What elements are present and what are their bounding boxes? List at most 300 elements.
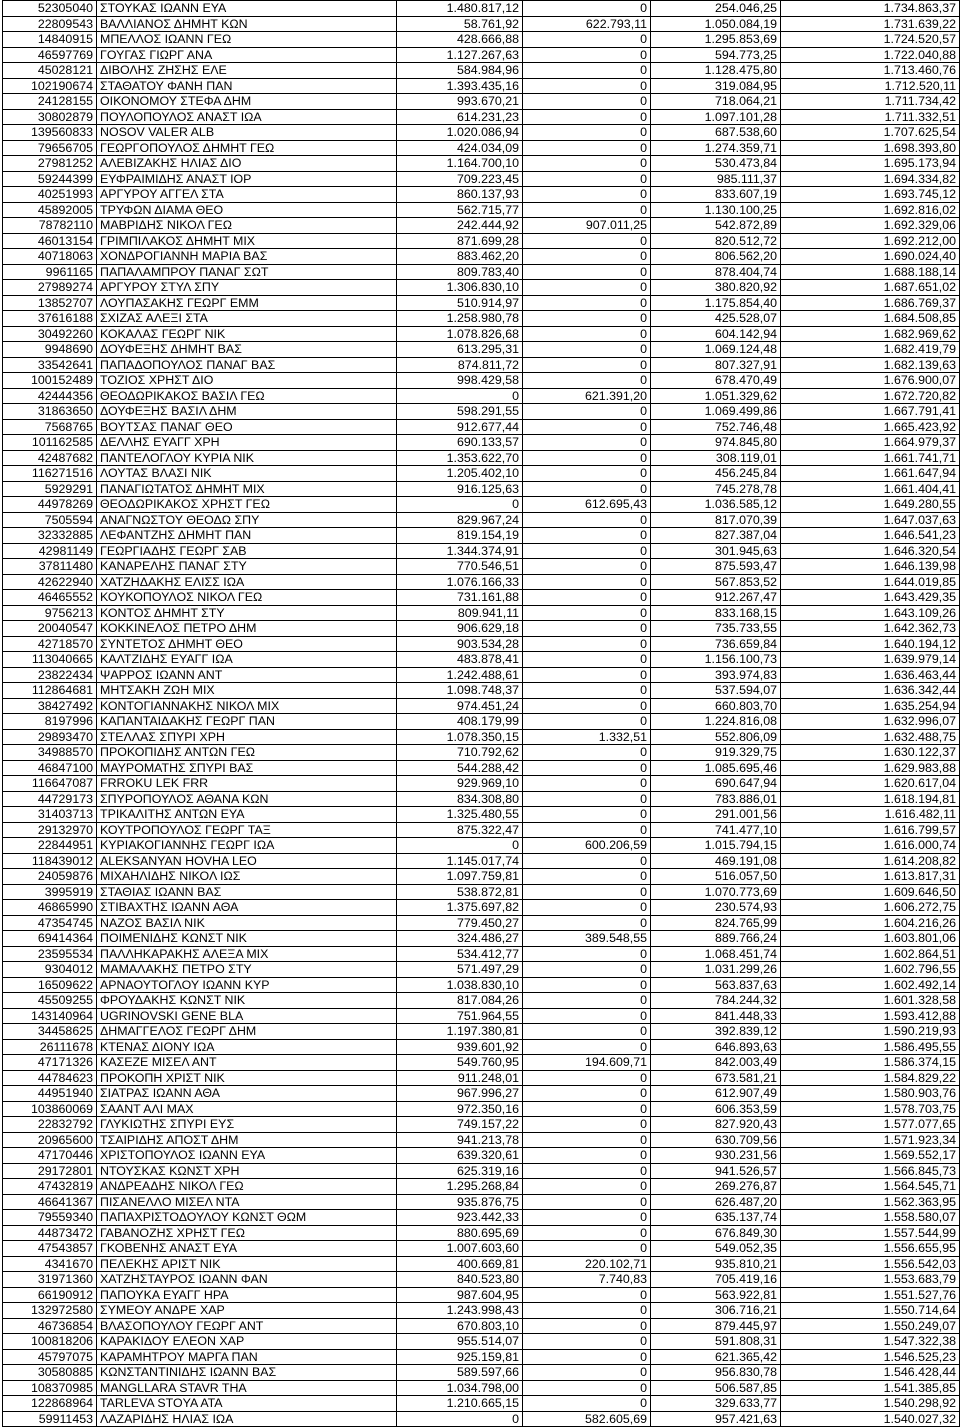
total-cell: 1.647.037,63 [781,512,960,528]
table-row [3,636,960,652]
table-row [3,419,960,435]
total-cell: 1.665.423,92 [781,419,960,435]
amount-b-cell: 0 [523,574,651,590]
table-row [3,1070,960,1086]
amount-a-cell: 987.604,95 [397,1287,523,1303]
amount-c-cell: 425.528,07 [651,311,781,327]
amount-a-cell: 709.223,45 [397,171,523,187]
id-cell: 116647087 [3,776,97,792]
amount-b-cell: 0 [523,295,651,311]
name-cell: ΝΤΟΥΣΚΑΣ ΚΩΝΣΤ ΧΡΗ [97,1163,397,1179]
amount-a-cell: 549.760,95 [397,1055,523,1071]
amount-a-cell: 1.353.622,70 [397,450,523,466]
total-cell: 1.541.385,85 [781,1380,960,1396]
table-row [3,1179,960,1195]
amount-c-cell: 626.487,20 [651,1194,781,1210]
records-table-body [3,1,960,1427]
id-cell: 40718063 [3,249,97,265]
name-cell: ΑΝΑΓΝΩΣΤΟΥ ΘΕΟΔΩ ΣΠΥ [97,512,397,528]
amount-b-cell: 0 [523,125,651,141]
table-row [3,1396,960,1412]
amount-c-cell: 380.820,92 [651,280,781,296]
name-cell: ALEKSANYAN HOVHA LEO [97,853,397,869]
total-cell: 1.635.254,94 [781,698,960,714]
total-cell: 1.562.363,95 [781,1194,960,1210]
id-cell: 30580885 [3,1365,97,1381]
table-row [3,807,960,823]
total-cell: 1.584.829,22 [781,1070,960,1086]
amount-a-cell: 883.462,20 [397,249,523,265]
id-cell: 23595534 [3,946,97,962]
amount-c-cell: 542.872,89 [651,218,781,234]
amount-b-cell: 0 [523,1225,651,1241]
amount-b-cell: 0 [523,853,651,869]
amount-b-cell: 0 [523,1334,651,1350]
amount-b-cell: 0 [523,202,651,218]
amount-c-cell: 842.003,49 [651,1055,781,1071]
name-cell: ΠΕΛΕΚΗΣ ΑΡΙΣΤ ΝΙΚ [97,1256,397,1272]
amount-a-cell: 534.412,77 [397,946,523,962]
table-row [3,1241,960,1257]
amount-c-cell: 930.231,56 [651,1148,781,1164]
amount-a-cell: 874.811,72 [397,357,523,373]
table-row [3,977,960,993]
amount-a-cell: 974.451,24 [397,698,523,714]
id-cell: 100818206 [3,1334,97,1350]
id-cell: 100152489 [3,373,97,389]
id-cell: 47354745 [3,915,97,931]
amount-a-cell: 1.344.374,91 [397,543,523,559]
amount-a-cell: 1.325.480,55 [397,807,523,823]
id-cell: 45892005 [3,202,97,218]
name-cell: ΒΑΛΛΙΑΝΟΣ ΔΗΜΗΤ ΚΩΝ [97,16,397,32]
table-row [3,962,960,978]
total-cell: 1.602.796,55 [781,962,960,978]
total-cell: 1.601.328,58 [781,993,960,1009]
total-cell: 1.618.194,81 [781,791,960,807]
name-cell: ΚΤΕΝΑΣ ΔΙΟΝΥ ΙΩΑ [97,1039,397,1055]
amount-a-cell: 1.295.268,84 [397,1179,523,1195]
table-row [3,109,960,125]
name-cell: ΣΧΙΖΑΣ ΑΛΕΞΙ ΣΤΑ [97,311,397,327]
amount-a-cell: 0 [397,838,523,854]
table-row [3,1256,960,1272]
id-cell: 5929291 [3,481,97,497]
total-cell: 1.609.646,50 [781,884,960,900]
total-cell: 1.602.864,51 [781,946,960,962]
name-cell: ΤΟΖΙΟΣ ΧΡΗΣΤ ΔΙΟ [97,373,397,389]
id-cell: 37811480 [3,559,97,575]
name-cell: ΚΑΡΑΚΙΔΟΥ ΕΛΕΟΝ ΧΑΡ [97,1334,397,1350]
amount-a-cell: 916.125,63 [397,481,523,497]
amount-a-cell: 428.666,88 [397,32,523,48]
amount-b-cell: 0 [523,791,651,807]
name-cell: ΔΙΒΟΛΗΣ ΖΗΣΗΣ ΕΛΕ [97,63,397,79]
amount-c-cell: 678.470,49 [651,373,781,389]
amount-a-cell: 731.161,88 [397,590,523,606]
amount-b-cell: 0 [523,1179,651,1195]
amount-b-cell: 0 [523,1365,651,1381]
total-cell: 1.620.617,04 [781,776,960,792]
amount-c-cell: 469.191,08 [651,853,781,869]
name-cell: FRROKU LEK FRR [97,776,397,792]
id-cell: 29893470 [3,729,97,745]
total-cell: 1.557.544,99 [781,1225,960,1241]
id-cell: 16509622 [3,977,97,993]
amount-c-cell: 393.974,83 [651,667,781,683]
amount-a-cell: 639.320,61 [397,1148,523,1164]
amount-b-cell: 0 [523,652,651,668]
id-cell: 108370985 [3,1380,97,1396]
table-row [3,481,960,497]
amount-c-cell: 1.070.773,69 [651,884,781,900]
total-cell: 1.698.393,80 [781,140,960,156]
amount-c-cell: 630.709,56 [651,1132,781,1148]
amount-b-cell: 0 [523,311,651,327]
table-row [3,791,960,807]
amount-a-cell: 871.699,28 [397,233,523,249]
name-cell: ΚΥΡΙΑΚΟΓΙΑΝΝΗΣ ΓΕΩΡΓ ΙΩΑ [97,838,397,854]
amount-c-cell: 1.295.853,69 [651,32,781,48]
table-row [3,1039,960,1055]
amount-c-cell: 820.512,72 [651,233,781,249]
name-cell: ΜΑΒΡΙΔΗΣ ΝΙΚΟΛ ΓΕΩ [97,218,397,234]
id-cell: 46641367 [3,1194,97,1210]
table-row [3,1349,960,1365]
amount-c-cell: 1.224.816,08 [651,714,781,730]
amount-b-cell: 0 [523,543,651,559]
table-row [3,404,960,420]
amount-b-cell: 0 [523,1318,651,1334]
name-cell: ΧΟΝΔΡΟΓΙΑΝΝΗ ΜΑΡΙΑ ΒΑΣ [97,249,397,265]
amount-c-cell: 833.607,19 [651,187,781,203]
name-cell: ΓΛΥΚΙΩΤΗΣ ΣΠΥΡΙ ΕΥΣ [97,1117,397,1133]
total-cell: 1.540.027,32 [781,1411,960,1427]
amount-c-cell: 1.050.084,19 [651,16,781,32]
amount-b-cell: 0 [523,807,651,823]
table-row [3,373,960,389]
total-cell: 1.593.412,88 [781,1008,960,1024]
amount-c-cell: 735.733,55 [651,621,781,637]
table-row [3,1055,960,1071]
name-cell: ΠΑΝΑΓΙΩΤΑΤΟΣ ΔΗΜΗΤ ΜΙΧ [97,481,397,497]
name-cell: ΧΑΤΖΗΔΑΚΗΣ ΕΛΙΣΣ ΙΩΑ [97,574,397,590]
amount-b-cell: 0 [523,140,651,156]
records-table [2,0,960,1427]
amount-c-cell: 919.329,75 [651,745,781,761]
amount-c-cell: 329.633,77 [651,1396,781,1412]
id-cell: 34988570 [3,745,97,761]
id-cell: 59244399 [3,171,97,187]
amount-c-cell: 537.594,07 [651,683,781,699]
name-cell: ΓΚΟΒΕΝΗΣ ΑΝΑΣΤ ΕΥΑ [97,1241,397,1257]
amount-a-cell: 935.876,75 [397,1194,523,1210]
id-cell: 112864681 [3,683,97,699]
amount-c-cell: 591.808,31 [651,1334,781,1350]
table-row [3,1225,960,1241]
name-cell: ΚΟΥΤΡΟΠΟΥΛΟΣ ΓΕΩΡΓ ΤΑΞ [97,822,397,838]
total-cell: 1.661.404,41 [781,481,960,497]
amount-b-cell: 0 [523,109,651,125]
total-cell: 1.643.109,26 [781,605,960,621]
amount-c-cell: 1.068.451,74 [651,946,781,962]
amount-c-cell: 889.766,24 [651,931,781,947]
name-cell: ΠΡΟΚΟΠΙΔΗΣ ΑΝΤΩΝ ΓΕΩ [97,745,397,761]
total-cell: 1.687.651,02 [781,280,960,296]
amount-a-cell: 0 [397,388,523,404]
table-row [3,47,960,63]
name-cell: ΑΡΝΑΟΥΤΟΓΛΟΥ ΙΩΑΝΝ ΚΥΡ [97,977,397,993]
total-cell: 1.693.745,12 [781,187,960,203]
name-cell: ΛΟΥΤΑΣ ΒΛΑΣΙ ΝΙΚ [97,466,397,482]
table-row [3,512,960,528]
name-cell: ΔΟΥΦΕΞΗΣ ΔΗΜΗΤ ΒΑΣ [97,342,397,358]
total-cell: 1.550.249,07 [781,1318,960,1334]
amount-c-cell: 1.128.475,80 [651,63,781,79]
total-cell: 1.558.580,07 [781,1210,960,1226]
name-cell: TARLEVA STOYA ATA [97,1396,397,1412]
total-cell: 1.580.903,76 [781,1086,960,1102]
table-row [3,357,960,373]
name-cell: ΜΑΥΡΟΜΑΤΗΣ ΣΠΥΡΙ ΒΑΣ [97,760,397,776]
total-cell: 1.682.419,79 [781,342,960,358]
total-cell: 1.613.817,31 [781,869,960,885]
table-row [3,1318,960,1334]
amount-a-cell: 972.350,16 [397,1101,523,1117]
amount-b-cell: 0 [523,1024,651,1040]
total-cell: 1.692.816,02 [781,202,960,218]
amount-c-cell: 827.920,43 [651,1117,781,1133]
total-cell: 1.711.332,51 [781,109,960,125]
id-cell: 118439012 [3,853,97,869]
amount-a-cell: 510.914,97 [397,295,523,311]
total-cell: 1.688.188,14 [781,264,960,280]
amount-a-cell: 58.761,92 [397,16,523,32]
table-row [3,1334,960,1350]
amount-a-cell: 880.695,69 [397,1225,523,1241]
amount-a-cell: 1.078.826,68 [397,326,523,342]
amount-b-cell: 0 [523,1086,651,1102]
amount-a-cell: 0 [397,497,523,513]
amount-a-cell: 809.941,11 [397,605,523,621]
id-cell: 24059876 [3,869,97,885]
name-cell: ΚΟΝΤΟΓΙΑΝΝΑΚΗΣ ΝΙΚΟΛ ΜΙΧ [97,698,397,714]
name-cell: ΣΙΑΤΡΑΣ ΙΩΑΝΝ ΑΘΑ [97,1086,397,1102]
total-cell: 1.630.122,37 [781,745,960,761]
amount-c-cell: 879.445,97 [651,1318,781,1334]
id-cell: 7505594 [3,512,97,528]
total-cell: 1.546.525,23 [781,1349,960,1365]
id-cell: 8197996 [3,714,97,730]
table-row [3,78,960,94]
amount-c-cell: 1.274.359,71 [651,140,781,156]
table-row [3,1287,960,1303]
id-cell: 139560833 [3,125,97,141]
id-cell: 132972580 [3,1303,97,1319]
amount-b-cell: 0 [523,1008,651,1024]
id-cell: 52305040 [3,1,97,17]
total-cell: 1.571.923,34 [781,1132,960,1148]
amount-c-cell: 941.526,57 [651,1163,781,1179]
total-cell: 1.632.488,75 [781,729,960,745]
table-row [3,869,960,885]
table-row [3,760,960,776]
name-cell: ΓΡΙΜΠΙΛΑΚΟΣ ΔΗΜΗΤ ΜΙΧ [97,233,397,249]
amount-c-cell: 784.244,32 [651,993,781,1009]
name-cell: ΠΑΛΛΗΚΑΡΑΚΗΣ ΑΛΕΞΑ ΜΙΧ [97,946,397,962]
amount-b-cell: 0 [523,528,651,544]
amount-c-cell: 612.907,49 [651,1086,781,1102]
table-row [3,683,960,699]
total-cell: 1.590.219,93 [781,1024,960,1040]
name-cell: ΣΤΑΘΑΤΟΥ ΦΑΝΗ ΠΑΝ [97,78,397,94]
amount-c-cell: 1.069.499,86 [651,404,781,420]
id-cell: 27989274 [3,280,97,296]
name-cell: ΔΟΥΦΕΞΗΣ ΒΑΣΙΛ ΔΗΜ [97,404,397,420]
amount-b-cell: 612.695,43 [523,497,651,513]
amount-b-cell: 0 [523,745,651,761]
amount-c-cell: 230.574,93 [651,900,781,916]
amount-a-cell: 1.097.759,81 [397,869,523,885]
amount-b-cell: 0 [523,264,651,280]
table-row [3,63,960,79]
amount-a-cell: 967.996,27 [397,1086,523,1102]
id-cell: 9304012 [3,962,97,978]
total-cell: 1.577.077,65 [781,1117,960,1133]
id-cell: 45797075 [3,1349,97,1365]
table-row [3,543,960,559]
total-cell: 1.578.703,75 [781,1101,960,1117]
name-cell: ΣΥΝΤΕΤΟΣ ΔΗΜΗΤ ΘΕΟ [97,636,397,652]
total-cell: 1.547.322,38 [781,1334,960,1350]
amount-a-cell: 1.210.665,15 [397,1396,523,1412]
amount-c-cell: 319.084,95 [651,78,781,94]
table-row [3,1117,960,1133]
amount-b-cell: 0 [523,342,651,358]
amount-c-cell: 827.387,04 [651,528,781,544]
amount-a-cell: 911.248,01 [397,1070,523,1086]
table-row [3,729,960,745]
name-cell: ΨΑΡΡΟΣ ΙΩΑΝΝ ΑΝΤ [97,667,397,683]
total-cell: 1.586.495,55 [781,1039,960,1055]
name-cell: ΤΣΑΙΡΙΔΗΣ ΑΠΟΣΤ ΔΗΜ [97,1132,397,1148]
amount-c-cell: 817.070,39 [651,512,781,528]
amount-a-cell: 1.145.017,74 [397,853,523,869]
amount-a-cell: 614.231,23 [397,109,523,125]
name-cell: ΜΗΤΣΑΚΗ ΖΩΗ ΜΙΧ [97,683,397,699]
amount-b-cell: 0 [523,419,651,435]
amount-a-cell: 809.783,40 [397,264,523,280]
amount-b-cell: 0 [523,512,651,528]
id-cell: 79656705 [3,140,97,156]
amount-c-cell: 306.716,21 [651,1303,781,1319]
name-cell: ΚΑΡΑΜΗΤΡΟΥ ΜΑΡΓΑ ΠΑΝ [97,1349,397,1365]
amount-b-cell: 0 [523,233,651,249]
amount-b-cell: 0 [523,1148,651,1164]
amount-c-cell: 974.845,80 [651,435,781,451]
table-row [3,714,960,730]
name-cell: ΧΑΤΖΗΣΤΑΥΡΟΣ ΙΩΑΝΝ ΦΑΝ [97,1272,397,1288]
amount-b-cell: 0 [523,404,651,420]
amount-b-cell: 907.011,25 [523,218,651,234]
amount-b-cell: 0 [523,714,651,730]
amount-b-cell: 0 [523,1349,651,1365]
amount-a-cell: 625.319,16 [397,1163,523,1179]
amount-b-cell: 0 [523,450,651,466]
table-row [3,745,960,761]
total-cell: 1.564.545,71 [781,1179,960,1195]
table-row [3,326,960,342]
table-row [3,1101,960,1117]
name-cell: ΣΤΕΛΛΑΣ ΣΠΥΡΙ ΧΡΗ [97,729,397,745]
id-cell: 9756213 [3,605,97,621]
total-cell: 1.724.520,57 [781,32,960,48]
total-cell: 1.629.983,88 [781,760,960,776]
name-cell: ΠΑΝΤΕΛΟΓΛΟΥ ΚΥΡΙΑ ΝΙΚ [97,450,397,466]
total-cell: 1.553.683,79 [781,1272,960,1288]
amount-b-cell: 0 [523,481,651,497]
amount-b-cell: 194.609,71 [523,1055,651,1071]
table-row [3,900,960,916]
name-cell: ΜΑΜΑΛΑΚΗΣ ΠΕΤΡΟ ΣΤΥ [97,962,397,978]
amount-b-cell: 0 [523,78,651,94]
amount-c-cell: 824.765,99 [651,915,781,931]
amount-b-cell: 389.548,55 [523,931,651,947]
name-cell: ΚΟΝΤΟΣ ΔΗΜΗΤ ΣΤΥ [97,605,397,621]
name-cell: ΠΟΙΜΕΝΙΔΗΣ ΚΩΝΣΤ ΝΙΚ [97,931,397,947]
table-row [3,590,960,606]
table-row [3,838,960,854]
amount-a-cell: 929.969,10 [397,776,523,792]
amount-c-cell: 806.562,20 [651,249,781,265]
id-cell: 13852707 [3,295,97,311]
id-cell: 46847100 [3,760,97,776]
amount-b-cell: 0 [523,1303,651,1319]
total-cell: 1.586.374,15 [781,1055,960,1071]
total-cell: 1.649.280,55 [781,497,960,513]
table-row [3,1210,960,1226]
table-row [3,528,960,544]
id-cell: 22809543 [3,16,97,32]
amount-a-cell: 1.127.267,63 [397,47,523,63]
amount-b-cell: 0 [523,1380,651,1396]
total-cell: 1.616.799,57 [781,822,960,838]
amount-c-cell: 676.849,30 [651,1225,781,1241]
table-row [3,466,960,482]
total-cell: 1.614.208,82 [781,853,960,869]
amount-b-cell: 0 [523,171,651,187]
amount-a-cell: 562.715,77 [397,202,523,218]
name-cell: ΔΗΜΑΓΓΕΛΟΣ ΓΕΩΡΓ ΔΗΜ [97,1024,397,1040]
amount-b-cell: 7.740,83 [523,1272,651,1288]
name-cell: ΕΥΦΡΑΙΜΙΔΗΣ ΑΝΑΣΤ ΙΟΡ [97,171,397,187]
amount-b-cell: 0 [523,760,651,776]
name-cell: ΒΟΥΤΣΑΣ ΠΑΝΑΓ ΘΕΟ [97,419,397,435]
id-cell: 29132970 [3,822,97,838]
amount-c-cell: 935.810,21 [651,1256,781,1272]
id-cell: 122868964 [3,1396,97,1412]
table-row [3,574,960,590]
name-cell: ΧΡΙΣΤΟΠΟΥΛΟΣ ΙΩΑΝΝ ΕΥΑ [97,1148,397,1164]
table-row [3,202,960,218]
amount-c-cell: 1.031.299,26 [651,962,781,978]
total-cell: 1.684.508,85 [781,311,960,327]
amount-c-cell: 745.278,78 [651,481,781,497]
name-cell: ΚΩΝΣΤΑΝΤΙΝΙΔΗΣ ΙΩΑΝΝ ΒΑΣ [97,1365,397,1381]
amount-b-cell: 0 [523,1,651,17]
id-cell: 46736854 [3,1318,97,1334]
amount-b-cell: 0 [523,946,651,962]
